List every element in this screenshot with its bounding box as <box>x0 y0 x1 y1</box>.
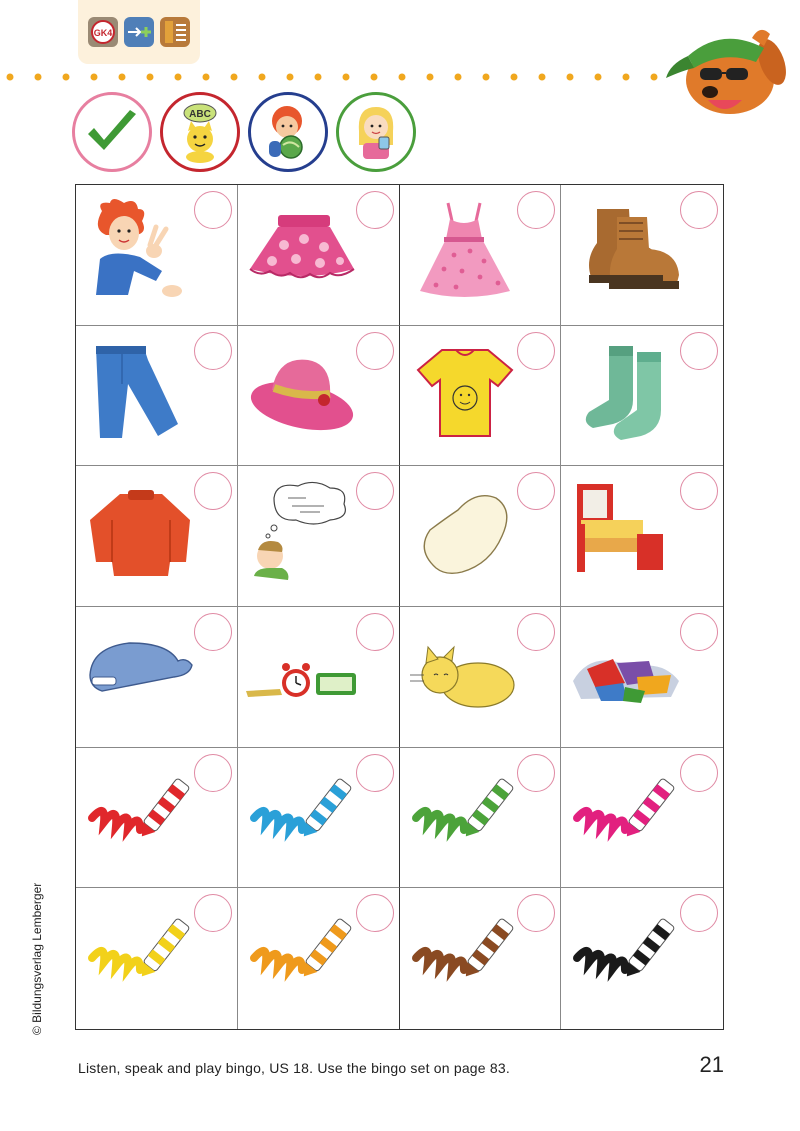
cap-icon <box>82 621 200 733</box>
gk-label: GK4 <box>93 28 113 38</box>
mark-circle[interactable] <box>680 472 718 510</box>
bingo-cell-tshirt[interactable] <box>400 326 562 467</box>
mark-circle[interactable] <box>356 613 394 651</box>
mark-circle[interactable] <box>517 472 555 510</box>
cat-icon <box>406 621 524 733</box>
mark-circle[interactable] <box>356 754 394 792</box>
crayon-pink-icon <box>567 762 685 874</box>
t-shirt-icon <box>406 340 524 452</box>
bingo-cell-bean[interactable] <box>400 466 562 607</box>
dotted-divider <box>0 72 680 82</box>
bingo-cell-crayon-black[interactable] <box>561 888 723 1029</box>
bingo-grid <box>75 184 724 1030</box>
mark-circle[interactable] <box>194 613 232 651</box>
dog-mascot-icon <box>660 18 790 123</box>
bingo-cell-boots[interactable] <box>561 185 723 326</box>
arrow-plus-icon <box>123 16 155 48</box>
crayon-orange-icon <box>244 902 362 1014</box>
bingo-cell-socks[interactable] <box>561 326 723 467</box>
checkmark-icon <box>84 108 140 156</box>
abc-cat-badge <box>160 92 240 172</box>
child-globe-icon <box>257 101 319 163</box>
mark-circle[interactable] <box>194 332 232 370</box>
crayon-yellow-icon <box>82 902 200 1014</box>
girl-waving-icon <box>82 199 200 311</box>
mark-circle[interactable] <box>356 191 394 229</box>
bingo-cell-bed[interactable] <box>561 466 723 607</box>
clothes-pile-icon <box>567 621 685 733</box>
page-number: 21 <box>699 1052 724 1077</box>
mark-circle[interactable] <box>356 332 394 370</box>
mark-circle[interactable] <box>194 894 232 932</box>
bingo-cell-jeans[interactable] <box>76 326 238 467</box>
bingo-cell-girl[interactable] <box>76 185 238 326</box>
bingo-cell-crayon-orange[interactable] <box>238 888 400 1029</box>
bingo-cell-jumper[interactable] <box>76 466 238 607</box>
crayon-red-icon <box>82 762 200 874</box>
bingo-cell-crayon-yellow[interactable] <box>76 888 238 1029</box>
crayon-black-icon <box>567 902 685 1014</box>
mark-circle[interactable] <box>194 754 232 792</box>
bingo-cell-cap[interactable] <box>76 607 238 748</box>
socks-icon <box>567 340 685 452</box>
dress-icon <box>406 199 524 311</box>
bingo-cell-thinking[interactable] <box>238 466 400 607</box>
gk-icon <box>87 16 119 48</box>
crayon-green-icon <box>406 762 524 874</box>
header-badges <box>78 0 200 64</box>
mark-circle[interactable] <box>517 332 555 370</box>
bingo-cell-skirt[interactable] <box>238 185 400 326</box>
bingo-cell-cat[interactable] <box>400 607 562 748</box>
mark-circle[interactable] <box>194 472 232 510</box>
mark-circle[interactable] <box>517 894 555 932</box>
mark-circle[interactable] <box>517 754 555 792</box>
alarm-clock-icon <box>244 621 362 733</box>
skirt-icon <box>244 199 362 311</box>
list-icon <box>159 16 191 48</box>
bingo-cell-crayon-pink[interactable] <box>561 748 723 889</box>
bingo-cell-crayon-blue[interactable] <box>238 748 400 889</box>
bed-icon <box>567 480 685 592</box>
girl-cup-badge <box>336 92 416 172</box>
boots-icon <box>567 199 685 311</box>
mark-circle[interactable] <box>680 894 718 932</box>
abc-label: ABC <box>189 109 211 120</box>
footer-instruction: Listen, speak and play bingo, US 18. Use the bingo set on page 83. <box>78 1060 510 1076</box>
bingo-cell-crayon-red[interactable] <box>76 748 238 889</box>
mark-circle[interactable] <box>517 191 555 229</box>
abc-cat-icon <box>169 101 231 163</box>
bingo-cell-crayon-green[interactable] <box>400 748 562 889</box>
bingo-cell-clock[interactable] <box>238 607 400 748</box>
jeans-icon <box>82 340 200 452</box>
jumper-icon <box>82 480 200 592</box>
mark-circle[interactable] <box>680 754 718 792</box>
mark-circle[interactable] <box>680 332 718 370</box>
crayon-brown-icon <box>406 902 524 1014</box>
thinking-boy-icon <box>244 480 362 592</box>
mark-circle[interactable] <box>680 613 718 651</box>
checkmark-badge <box>72 92 152 172</box>
girl-cup-icon <box>345 101 407 163</box>
mark-circle[interactable] <box>356 472 394 510</box>
instruction-icons <box>72 92 416 172</box>
child-globe-badge <box>248 92 328 172</box>
mark-circle[interactable] <box>680 191 718 229</box>
bingo-cell-crayon-brown[interactable] <box>400 888 562 1029</box>
bean-icon <box>406 480 524 592</box>
bingo-cell-hat[interactable] <box>238 326 400 467</box>
bingo-cell-dress[interactable] <box>400 185 562 326</box>
mark-circle[interactable] <box>194 191 232 229</box>
bingo-cell-clothes[interactable] <box>561 607 723 748</box>
crayon-blue-icon <box>244 762 362 874</box>
hat-icon <box>244 340 362 452</box>
mark-circle[interactable] <box>356 894 394 932</box>
copyright-notice: © Bildungsverlag Lemberger <box>30 882 44 1035</box>
mark-circle[interactable] <box>517 613 555 651</box>
